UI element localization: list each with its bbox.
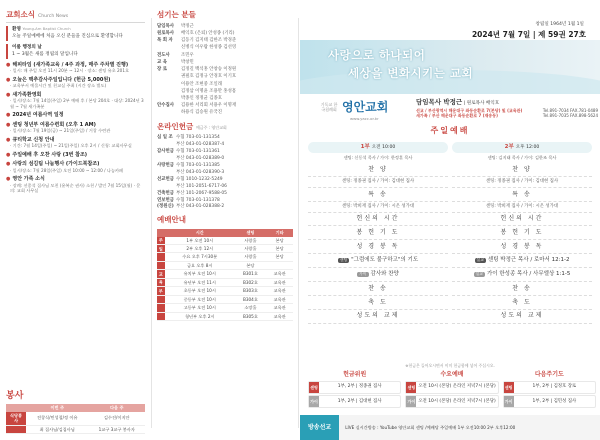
bullet-icon: ● — [6, 76, 11, 83]
sermon-title: 설교 센팅 박정근 목사 / 로마서 12:1-2 — [452, 254, 592, 268]
duty-tag: 가이 — [504, 396, 514, 407]
order-item: 특 송 — [308, 188, 448, 202]
offering-type — [157, 142, 176, 148]
offering-type: 선교헌금 — [157, 176, 174, 182]
offering-account: 수협 703-01-131361 — [176, 149, 220, 155]
staff-role: 안수집사 — [157, 103, 174, 109]
pastor-sub: 원로목사 배익호 — [466, 101, 500, 106]
news-list — [6, 62, 145, 194]
live-tag: 방송선교 — [300, 415, 339, 440]
logo-url: www.yacc.or.kr — [350, 116, 379, 121]
duty-text: 1부, 2부 | 정종권 집사 — [337, 384, 382, 390]
duty-tag: 센팅 — [406, 382, 416, 393]
news-item — [6, 122, 145, 134]
staff-row — [157, 24, 293, 30]
duty-group — [503, 371, 596, 410]
offering-account: 수협 1010-1232-5249 — [176, 176, 223, 182]
bongsa-this: 전창식/민성철/정 이유 — [26, 412, 88, 425]
schedule-cell: 초등부 오전 10시 — [165, 287, 235, 295]
schedule-header: 시간 — [165, 229, 235, 236]
duty-tag: 센팅 — [309, 382, 319, 393]
bullet-icon: ● — [6, 136, 11, 143]
offering-type — [157, 170, 176, 176]
staff-row — [157, 82, 293, 88]
address-1: 선교 / 부산광역시 해운대구 좌동순환로 7(본당) 및 (교육관) — [416, 108, 523, 113]
news-item-desc: · 일시/장소: 7월 19일(금) ~ 21일(주일) / 거창 수련관 — [10, 128, 111, 134]
duty-row — [405, 395, 498, 408]
schedule-group: 육 — [157, 278, 165, 286]
staff-role: 전도사 — [157, 52, 170, 58]
duty-group-title: 수요예배 — [440, 371, 464, 378]
offering-type: 사랑헌금 — [157, 162, 174, 168]
schedule-header: 센팅 — [235, 229, 267, 236]
staff-role — [157, 74, 181, 80]
staff-role: 담임목사 — [157, 23, 174, 29]
schedule-cell — [266, 261, 293, 269]
order-item: 찬 송 — [452, 282, 592, 296]
intro-text: 1 ~ 3월은 새롭 정립의 달입니다 — [12, 51, 78, 57]
offering-account: 수협 703-01-131354 — [176, 135, 220, 141]
order-lead: 센팅: 박희재 집사 / 가이: 시온 성가대 — [452, 202, 592, 213]
bongsa-next: 김수진/이지안 — [88, 412, 145, 425]
duty-text: 오전 10시 (본당) 온라인 저녁7시 (본당) — [418, 384, 496, 390]
offering-row — [157, 204, 293, 210]
bullet-icon: ● — [6, 176, 11, 183]
worship-schedule-table — [157, 229, 293, 321]
staff-list — [157, 24, 293, 116]
duty-row — [405, 381, 498, 394]
staff-role: 교 육 — [157, 59, 168, 65]
offering-type: 건축헌금 — [157, 190, 174, 196]
news-item-desc: · 일시/장소: 7월 28일(주일) 오전 10:00 ~ 12:00 / 나눔카페 — [10, 167, 124, 173]
offering-row — [157, 149, 293, 155]
slogan-line-1: 사랑으로 하나되어 — [328, 48, 426, 62]
duty-tag: 가이 — [406, 396, 416, 407]
order-lead: 센팅: 박희재 집사 / 가이: 시온 성가대 — [308, 202, 448, 213]
schedule-cell: B303호 — [235, 287, 267, 295]
issue-date: 2024년 7월 7일 | 제 59권 27호 — [471, 30, 586, 39]
news-item — [6, 176, 145, 193]
offering-row — [157, 142, 293, 148]
sermon-title: 센팅 "그럼에도 불구하고"의 기도 — [308, 254, 448, 268]
staff-names: 김용한 서리회 서용우 이명재 — [181, 103, 237, 109]
offering-row — [157, 191, 293, 197]
offering-title-sub: 예금주 : 영안교회 — [195, 124, 227, 130]
tel-1: Tel.891-7034 FAX.781-0489 — [542, 108, 598, 113]
staff-role — [157, 96, 181, 102]
offering-type: (정원신) — [157, 204, 174, 210]
duty-group-title: 다음주기도 — [534, 371, 564, 378]
schedule-group — [157, 295, 165, 303]
live-text: LIVE 실시간방송 : YouTube 영안교회 센팅 /예배당 주일예배 1부 오전10:00 2부 오후12:00 — [345, 424, 516, 430]
tel-2: Tel.891-7035 FAX.898-5624 — [542, 113, 598, 119]
staff-names: 권필호 김정규 안경호 이기호 — [181, 74, 237, 80]
offering-row — [157, 163, 293, 169]
staff-names: 조민우 — [181, 52, 194, 58]
bongsa-next: 1교구 3교구 봉사자 — [88, 425, 145, 433]
church-news-column — [0, 0, 150, 440]
staff-names: 김정삼 이명윤 조용만 홍성흠 — [181, 88, 237, 94]
news-title: 교회소식 — [6, 10, 35, 19]
schedule-cell: 사랑홀 — [235, 253, 267, 261]
schedule-cell: 사랑홀 — [235, 244, 267, 252]
schedule-group — [157, 261, 165, 269]
news-item-desc: · 장례: 선종석 집사님 모친 (윤복순 권사) 소천 / 발인 7월 15일(월) · 문의: 교회 사무실 — [10, 182, 141, 193]
staff-role — [157, 110, 181, 116]
welcome-sub: Young-Am Baptist Church — [22, 25, 71, 31]
schedule-group: 주 — [157, 237, 165, 245]
duty-group — [405, 371, 498, 410]
bongsa-header: 다음 주 — [88, 404, 145, 411]
news-item-title: ● 2024년 여름사역 일정 — [6, 112, 64, 119]
duty-text: 1부, 2부 | 김대현 집사 — [337, 398, 382, 404]
live-broadcast-bar[interactable] — [300, 415, 600, 440]
bullet-icon: ● — [6, 112, 11, 119]
schedule-row — [157, 261, 293, 269]
bongsa-label — [6, 425, 26, 433]
sermon-badge: 가이 — [359, 271, 367, 277]
bongsa-header — [6, 404, 26, 411]
offering-account: 부산 043-01-028390-3 — [176, 169, 225, 175]
news-item-title: ● 해피타임 (새가족교육 / 4주 과정, 매주 주차별 진행) — [6, 61, 129, 68]
schedule-header — [157, 229, 165, 236]
staff-row — [157, 67, 293, 73]
duty-text: 1부, 2부 | 김정호 장로 — [532, 384, 577, 390]
schedule-cell: 교육관 — [266, 295, 293, 303]
staff-row — [157, 53, 293, 59]
established-date: 창립일 1964년 1월 1일 — [535, 22, 584, 27]
offering-type: 감사헌금 — [157, 149, 174, 155]
schedule-cell: 본당 — [266, 253, 293, 261]
order-item: 봉 헌 기 도 — [308, 226, 448, 240]
staff-row — [157, 74, 293, 80]
service-2 — [452, 142, 592, 324]
order-item: 헌신의 시간 — [308, 213, 448, 227]
offering-title: 온라인헌금 예금주 : 영안교회 — [157, 121, 227, 131]
staff-role — [157, 45, 181, 51]
service-head: 1부 오전 10:00 — [308, 142, 448, 153]
offering-account: 수협 703-01-131378 — [176, 197, 220, 203]
schedule-cell: 교육관 — [266, 278, 293, 286]
schedule-row — [157, 237, 293, 245]
logo-tag: 기독교 한국침례회 — [320, 102, 338, 112]
staff-names: 김동기 김지태 김한조 박경준 — [181, 38, 237, 44]
divider — [151, 18, 152, 428]
intro-title: 이룸 행정의 날 — [12, 44, 42, 50]
service-time: 오전 10:00 — [371, 145, 396, 150]
church-logo — [320, 100, 389, 121]
bongsa-table — [6, 404, 145, 434]
news-item-desc: · 일시/장소: 7월 14일(주일) 2부 예배 후 / 본당 204호 · 대상: 2024년 3월 ~ 7월 새가족분 — [10, 98, 144, 109]
schedule-row — [157, 253, 293, 261]
schedule-cell: 중등부 오전 10시 — [165, 295, 235, 303]
offering-list — [157, 135, 293, 210]
offering-type — [157, 156, 176, 162]
schedule-cell: 본당 — [266, 237, 293, 245]
offering-type: 연보헌금 — [157, 197, 174, 203]
schedule-group: 일 — [157, 244, 165, 252]
schedule-cell: 교육관 — [266, 312, 293, 320]
schedule-row — [157, 278, 293, 286]
news-item-title: ● 사랑의 섬김팀 나눔행사 (가이드북참조) — [6, 161, 100, 168]
sermon-badge: 센팅 — [339, 257, 348, 263]
bongsa-row — [6, 425, 145, 433]
staff-role: 장 로 — [157, 67, 168, 73]
news-item-title: ● 주일예배 후 오찬 사랑 (3번 참조) — [6, 151, 88, 158]
staff-names: 이용안 조현중 조일래 — [181, 81, 222, 87]
schedule-cell: 교육관 — [266, 304, 293, 312]
schedule-row — [157, 270, 293, 278]
schedule-cell: 금요 오후 8시 — [165, 261, 235, 269]
staff-names: 박종인 정정균 김종호 — [181, 95, 222, 101]
bongsa-title: 봉사 — [6, 390, 24, 401]
sunday-worship-title: 주일예배 — [430, 126, 470, 135]
cover-column — [300, 0, 600, 440]
welcome-title: 환영 — [12, 26, 21, 32]
order-lead: 센팅: 정종권 집사 / 가이: 김대현 집사 — [308, 177, 448, 188]
offering-row — [157, 135, 293, 141]
order-item: 찬 양 — [308, 164, 448, 178]
schedule-row — [157, 312, 293, 320]
bongsa-header: 이번 주 — [26, 404, 88, 411]
staff-row — [157, 45, 293, 51]
bongsa-row — [6, 412, 145, 425]
news-title-en: Church News — [37, 14, 69, 19]
offering-account: 부산 101-2067-9588-05 — [176, 190, 227, 196]
schedule-group: 부 — [157, 287, 165, 295]
news-item — [6, 137, 145, 149]
schedule-cell: 교육관 — [266, 287, 293, 295]
news-item — [6, 92, 145, 109]
schedule-group: 교 — [157, 270, 165, 278]
offering-account: 부산 101-2051-6717-06 — [176, 183, 227, 189]
schedule-row — [157, 304, 293, 312]
order-item: 찬 송 — [308, 282, 448, 296]
offering-note: ※헌금은 들어오시면서 이미 헌금함에 넣어 주십시오. — [405, 363, 495, 368]
offering-row — [157, 170, 293, 176]
logo-name: 영안교회 — [342, 100, 389, 114]
service-head: 2부 오후 12:00 — [452, 142, 592, 153]
order-item: 찬 양 — [452, 164, 592, 178]
address-2: 새가족 / 부산 해운대구 좌동순환로 7 (재송동) — [416, 113, 498, 119]
offering-row — [157, 177, 293, 183]
schedule-cell: 2부 오후 12시 — [165, 244, 235, 252]
duty-row — [503, 381, 596, 394]
bullet-icon: ● — [6, 61, 11, 68]
staff-names: 배익호 (은퇴) 안성종 (기리) — [181, 30, 235, 36]
schedule-cell: 본당 — [266, 244, 293, 252]
pastor-line: 담임목사 박정근 | 원로목사 배익호 — [416, 98, 500, 106]
order-item: 성도의 교제 — [308, 310, 448, 324]
news-item — [6, 161, 145, 173]
bullet-icon: ● — [6, 161, 11, 168]
duty-row — [308, 381, 401, 394]
duty-tag: 가이 — [309, 396, 319, 407]
duty-tag: 센팅 — [504, 382, 514, 393]
staff-role: 원로목사 — [157, 30, 174, 36]
order-item: 성도의 교제 — [452, 310, 592, 324]
bullet-icon: ● — [6, 151, 11, 158]
duty-row — [308, 395, 401, 408]
order-item: 성 경 봉 독 — [452, 240, 592, 254]
schedule-cell: B302호 — [235, 278, 267, 286]
offering-account: 부산 043-01-028389-0 — [176, 156, 225, 162]
offering-row — [157, 198, 293, 204]
news-header — [6, 10, 145, 23]
staff-row — [157, 96, 293, 102]
service-time: 오후 12:00 — [515, 145, 540, 150]
service-1 — [308, 142, 448, 324]
schedule-group — [157, 253, 165, 261]
duty-groups — [308, 371, 596, 410]
service-duty-section — [6, 391, 145, 435]
news-item — [6, 152, 145, 159]
order-item: 축 도 — [452, 296, 592, 310]
welcome-text: 오늘 주일예배에 처음 오신 분들을 진심으로 환영합니다 — [12, 33, 123, 39]
staff-names: 박정근 — [181, 23, 194, 29]
service-leaders: 센팅: 신동석 목사 / 가이: 한정훈 목사 — [343, 155, 413, 161]
news-item — [6, 62, 145, 74]
schedule-cell: 1부 오전 10시 — [165, 237, 235, 245]
order-item: 봉 헌 기 도 — [452, 226, 592, 240]
schedule-cell: 청년부 오후 2시 — [165, 312, 235, 320]
news-item-title: ● 오늘은 맥추감사주일입니다 (헌금 5,000원) — [6, 76, 111, 83]
news-item-desc: · 교육부서 예물시간 및 친교실 주최 (시간 장소 별도) — [10, 83, 107, 89]
duty-text: 1부, 2부 | 김민성 집사 — [532, 398, 577, 404]
offering-account: 수협 703-01-131385 — [176, 162, 220, 168]
staff-names: 김정길 백석홍 안창승 이정원 — [181, 67, 237, 73]
schedule-group — [157, 312, 165, 320]
news-item-title: ● 영안 가족 소식 — [6, 176, 45, 183]
welcome-box — [6, 26, 145, 41]
schedule-cell: 고등부 오전 10시 — [165, 304, 235, 312]
duty-text: 오전 10시 (본당) 온라인 저녁7시 (본당) — [418, 398, 496, 404]
staff-row — [157, 110, 293, 116]
slogan-banner — [300, 40, 600, 94]
schedule-row — [157, 287, 293, 295]
sermon-title: 설교 가이 한성종 목사 / 사무엘상 1:1-5 — [452, 268, 592, 282]
staff-row — [157, 38, 293, 44]
schedule-cell: B301호 — [235, 270, 267, 278]
staff-names: 하용식 김승원 유국진 — [181, 110, 222, 116]
news-item-desc: · 기간: 7월 14일(주일) ~ 21일(주일) 오후 2시 / 신청: 교회사무실 — [10, 143, 132, 149]
bullet-icon: ● — [6, 91, 11, 98]
address-block — [416, 108, 598, 118]
schedule-cell: 유치부 오전 10시 — [165, 270, 235, 278]
order-item: 헌신의 시간 — [452, 213, 592, 227]
news-item-title: ● 센팅 청년부 여름수련회 (오후 1 AM) — [6, 121, 96, 128]
staff-row — [157, 103, 293, 109]
staff-title: 섬기는 분들 — [157, 10, 196, 19]
schedule-header: 기타 — [266, 229, 293, 236]
intro-box — [6, 44, 145, 59]
schedule-cell: 본당 — [235, 261, 267, 269]
slogan-line-2: 세상을 변화시키는 교회 — [348, 66, 474, 80]
sermon-title: 가이 감사와 찬양 — [308, 268, 448, 282]
schedule-cell: B305호 — [235, 312, 267, 320]
order-item: 축 도 — [308, 296, 448, 310]
news-item — [6, 77, 145, 89]
sermon-badge: 설교 — [476, 257, 484, 263]
news-item-desc: · 일시: 매 주일 오전 11시 20분 ~ 12시 · 장소: 센팅 유초 201호 — [10, 68, 130, 74]
schedule-cell: 유년부 오전 11시 — [165, 278, 235, 286]
staff-row — [157, 60, 293, 66]
staff-role: 목 회 자 — [157, 38, 173, 44]
duty-group-title: 헌금위원 — [343, 371, 367, 378]
duty-row — [503, 395, 596, 408]
offering-row — [157, 156, 293, 162]
order-item: 특 송 — [452, 188, 592, 202]
staff-role — [157, 82, 181, 88]
schedule-row — [157, 244, 293, 252]
bongsa-label: 식당봉사 — [6, 412, 26, 425]
schedule-cell: B304호 — [235, 295, 267, 303]
schedule-cell: 교육관 — [266, 270, 293, 278]
bongsa-this: 최 집사님/김집사님 — [26, 425, 88, 433]
offering-type — [157, 184, 176, 190]
sermon-badge: 설교 — [475, 271, 483, 277]
offering-type: 십 일 조 — [157, 135, 173, 141]
news-item — [6, 112, 145, 119]
order-lead: 센팅: 정종권 집사 / 가이: 김대현 집사 — [452, 177, 592, 188]
staff-row — [157, 89, 293, 95]
bullet-icon: ● — [6, 121, 11, 128]
offering-account: 부산 043-01-028387-4 — [176, 142, 225, 148]
schedule-group — [157, 304, 165, 312]
staff-names: 신병식 이우람 한성종 김선영 — [181, 45, 237, 51]
schedule-cell: 소망홀 — [235, 304, 267, 312]
pastor-name: 담임목사 박정근 — [416, 98, 463, 106]
staff-names: 박창민 — [181, 59, 194, 65]
news-item-title: ● 새가족환영회 — [6, 91, 42, 98]
worship-schedule-title: 예배안내 — [157, 215, 186, 225]
staff-role — [157, 89, 181, 95]
offering-row — [157, 184, 293, 190]
duty-group — [308, 371, 401, 410]
order-item: 성 경 봉 독 — [308, 240, 448, 254]
staff-column — [154, 0, 296, 440]
offering-account: 부산 043-01-028388-2 — [176, 204, 225, 210]
schedule-cell: 수요 오후 7시30분 — [165, 253, 235, 261]
news-item-title: ● 큐티학교 신청 안내 — [6, 136, 55, 143]
schedule-cell: 사랑홀 — [235, 237, 267, 245]
service-leaders: 센팅: 김지태 목사 / 가이: 김한조 목사 — [487, 155, 557, 161]
staff-row — [157, 31, 293, 37]
divider — [298, 18, 299, 428]
schedule-row — [157, 295, 293, 303]
